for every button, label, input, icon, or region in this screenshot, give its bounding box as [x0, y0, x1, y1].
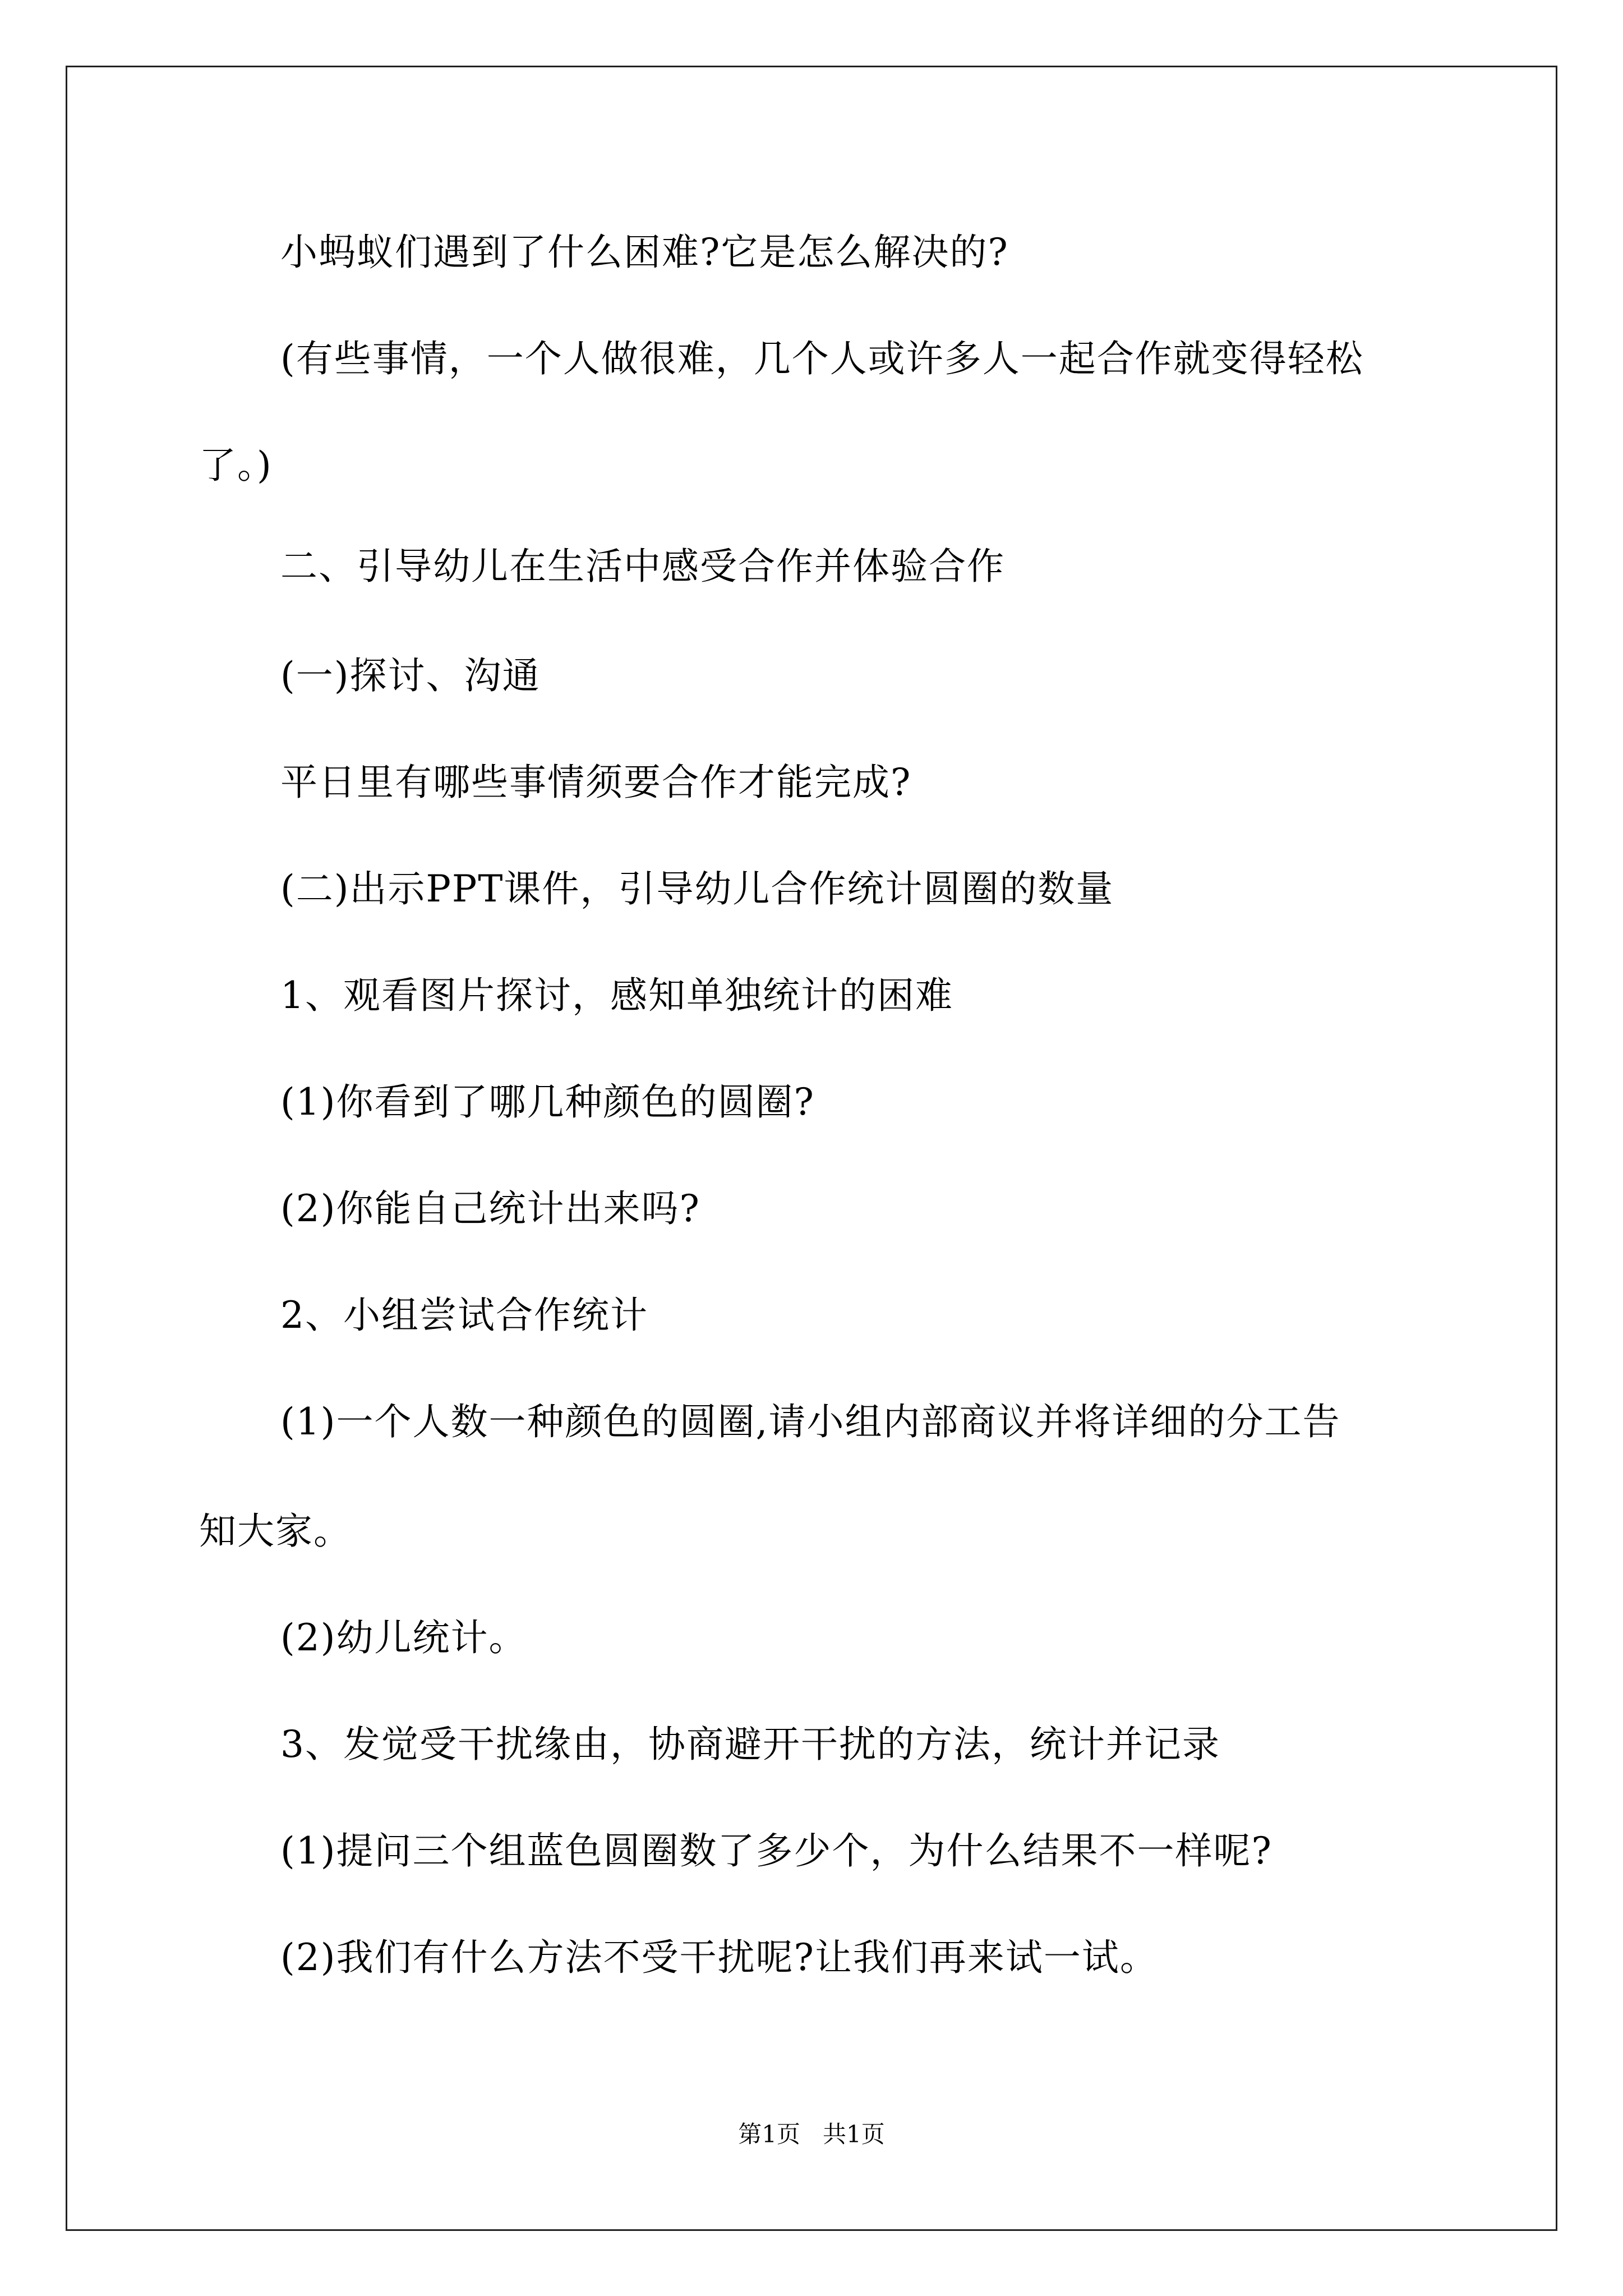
list-item: 2、小组尝试合作统计	[280, 1294, 648, 1337]
list-item: (2)你能自己统计出来吗?	[280, 1187, 700, 1230]
subsection-heading: (二)出示PPT课件，引导幼儿合作统计圆圈的数量	[280, 867, 1114, 910]
list-item: (2)我们有什么方法不受干扰呢?让我们再来试一试。	[280, 1936, 1158, 1979]
list-item: 1、观看图片探讨，感知单独统计的困难	[280, 974, 953, 1017]
paragraph-line: 了。)	[199, 444, 273, 487]
list-item: (2)幼儿统计。	[280, 1616, 527, 1659]
list-item: (1)你看到了哪几种颜色的圆圈?	[280, 1080, 815, 1124]
subsection-heading: (一)探讨、沟通	[280, 654, 541, 697]
list-item: 3、发觉受干扰缘由，协商避开干扰的方法，统计并记录	[280, 1723, 1220, 1766]
paragraph-line: (有些事情，一个人做很难，几个人或许多人一起合作就变得轻松	[280, 337, 1364, 380]
paragraph-line: 平日里有哪些事情须要合作才能完成?	[280, 761, 912, 804]
paragraph-line: 知大家。	[199, 1510, 352, 1553]
list-item: (1)提问三个组蓝色圆圈数了多少个，为什么结果不一样呢?	[280, 1829, 1272, 1872]
page-footer: 第1页 共1页	[738, 2120, 885, 2148]
list-item: (1)一个人数一种颜色的圆圈,请小组内部商议并将详细的分工告	[280, 1400, 1341, 1443]
paragraph-line: 小蚂蚁们遇到了什么困难?它是怎么解决的?	[280, 231, 1009, 274]
page-border	[66, 66, 1557, 2231]
section-heading: 二、引导幼儿在生活中感受合作并体验合作	[280, 545, 1005, 588]
